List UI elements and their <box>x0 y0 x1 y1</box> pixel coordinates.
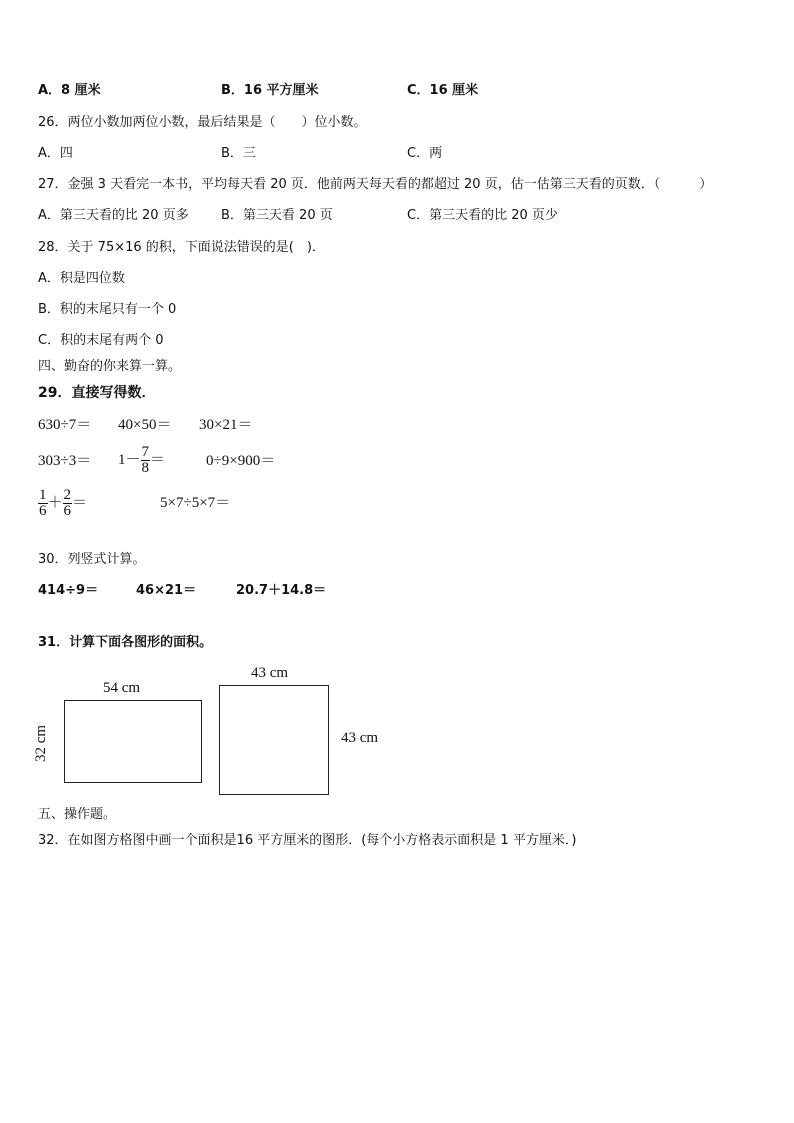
fraction-numerator: 2 <box>63 486 72 503</box>
fraction-denominator: 6 <box>39 502 47 519</box>
q27-option-c: C．第三天看的比 20 页少 <box>407 208 558 223</box>
q25-option-a: A．8 厘米 <box>38 83 101 98</box>
fraction-numerator: 7 <box>141 443 150 460</box>
q29-r3-plus: ＋ <box>47 495 63 511</box>
fraction-denominator: 6 <box>63 502 72 519</box>
q28-option-c: C．积的末尾有两个 0 <box>38 333 164 348</box>
q28-option-a: A．积是四位数 <box>38 271 125 286</box>
rect2-right-dimension: 43 cm <box>341 730 379 746</box>
q29-r2-c2 <box>118 440 165 480</box>
rectangle-figure <box>64 700 202 783</box>
q29-r2-c3: 0÷9×900＝ <box>206 453 276 469</box>
q26-option-b: B．三 <box>221 146 256 161</box>
section5-title: 五、操作题。 <box>38 807 117 822</box>
rect1-top-dimension: 54 cm <box>103 680 141 696</box>
q26-stem: 26．两位小数加两位小数，最后结果是（ ）位小数。 <box>38 115 367 130</box>
q29-r3-c2: 5×7÷5×7＝ <box>160 495 231 511</box>
rect2-top-dimension: 43 cm <box>251 665 289 681</box>
q29-r1-c1: 630÷7＝ <box>38 417 92 433</box>
q25-option-c: C．16 厘米 <box>407 83 479 98</box>
q29-r3-fraction-2 <box>63 488 73 519</box>
q30-item-3: 20.7＋14.8＝ <box>236 583 327 598</box>
q29-r3-c1 <box>38 483 87 523</box>
q30-item-1: 414÷9＝ <box>38 583 99 598</box>
fraction-denominator: 8 <box>141 459 150 476</box>
q28-stem: 28．关于 75×16 的积，下面说法错误的是( )． <box>38 240 325 255</box>
q26-option-c: C．两 <box>407 146 443 161</box>
q29-r2-c1: 303÷3＝ <box>38 453 92 469</box>
q32-stem: 32．在如图方格图中画一个面积是16 平方厘米的图形．(每个小方格表示面积是 1 平方厘米．) <box>38 833 577 848</box>
q25-option-b: B．16 平方厘米 <box>221 83 319 98</box>
q28-option-b: B．积的末尾只有一个 0 <box>38 302 177 317</box>
q26-option-a: A．四 <box>38 146 73 161</box>
q29-r1-c2: 40×50＝ <box>118 417 172 433</box>
q27-stem: 27．金强 3 天看完一本书，平均每天看 20 页．他前两天每天看的都超过 20 页，估一估第三天看的页数．（ ） <box>38 177 713 192</box>
q30-stem: 30．列竖式计算。 <box>38 552 146 567</box>
q29-r1-c3: 30×21＝ <box>199 417 253 433</box>
q27-option-a: A．第三天看的比 20 页多 <box>38 208 189 223</box>
square-figure <box>219 685 329 795</box>
section4-title: 四、勤奋的你来算一算。 <box>38 359 182 374</box>
fraction-numerator: 1 <box>39 486 47 503</box>
q29-r3-fraction-1 <box>38 488 48 519</box>
q29-r2-c2-fraction <box>141 445 151 476</box>
q27-option-b: B．第三天看 20 页 <box>221 208 333 223</box>
q29-r3-suffix: ＝ <box>72 495 88 511</box>
q30-item-2: 46×21＝ <box>136 583 197 598</box>
q29-r2-c2-prefix: 1－ <box>118 452 141 468</box>
q29-stem: 29．直接写得数． <box>38 385 156 401</box>
q31-stem: 31．计算下面各图形的面积。 <box>38 635 213 650</box>
rect1-left-dimension: 32 cm <box>33 724 50 763</box>
q29-r2-c2-suffix: ＝ <box>150 452 166 468</box>
